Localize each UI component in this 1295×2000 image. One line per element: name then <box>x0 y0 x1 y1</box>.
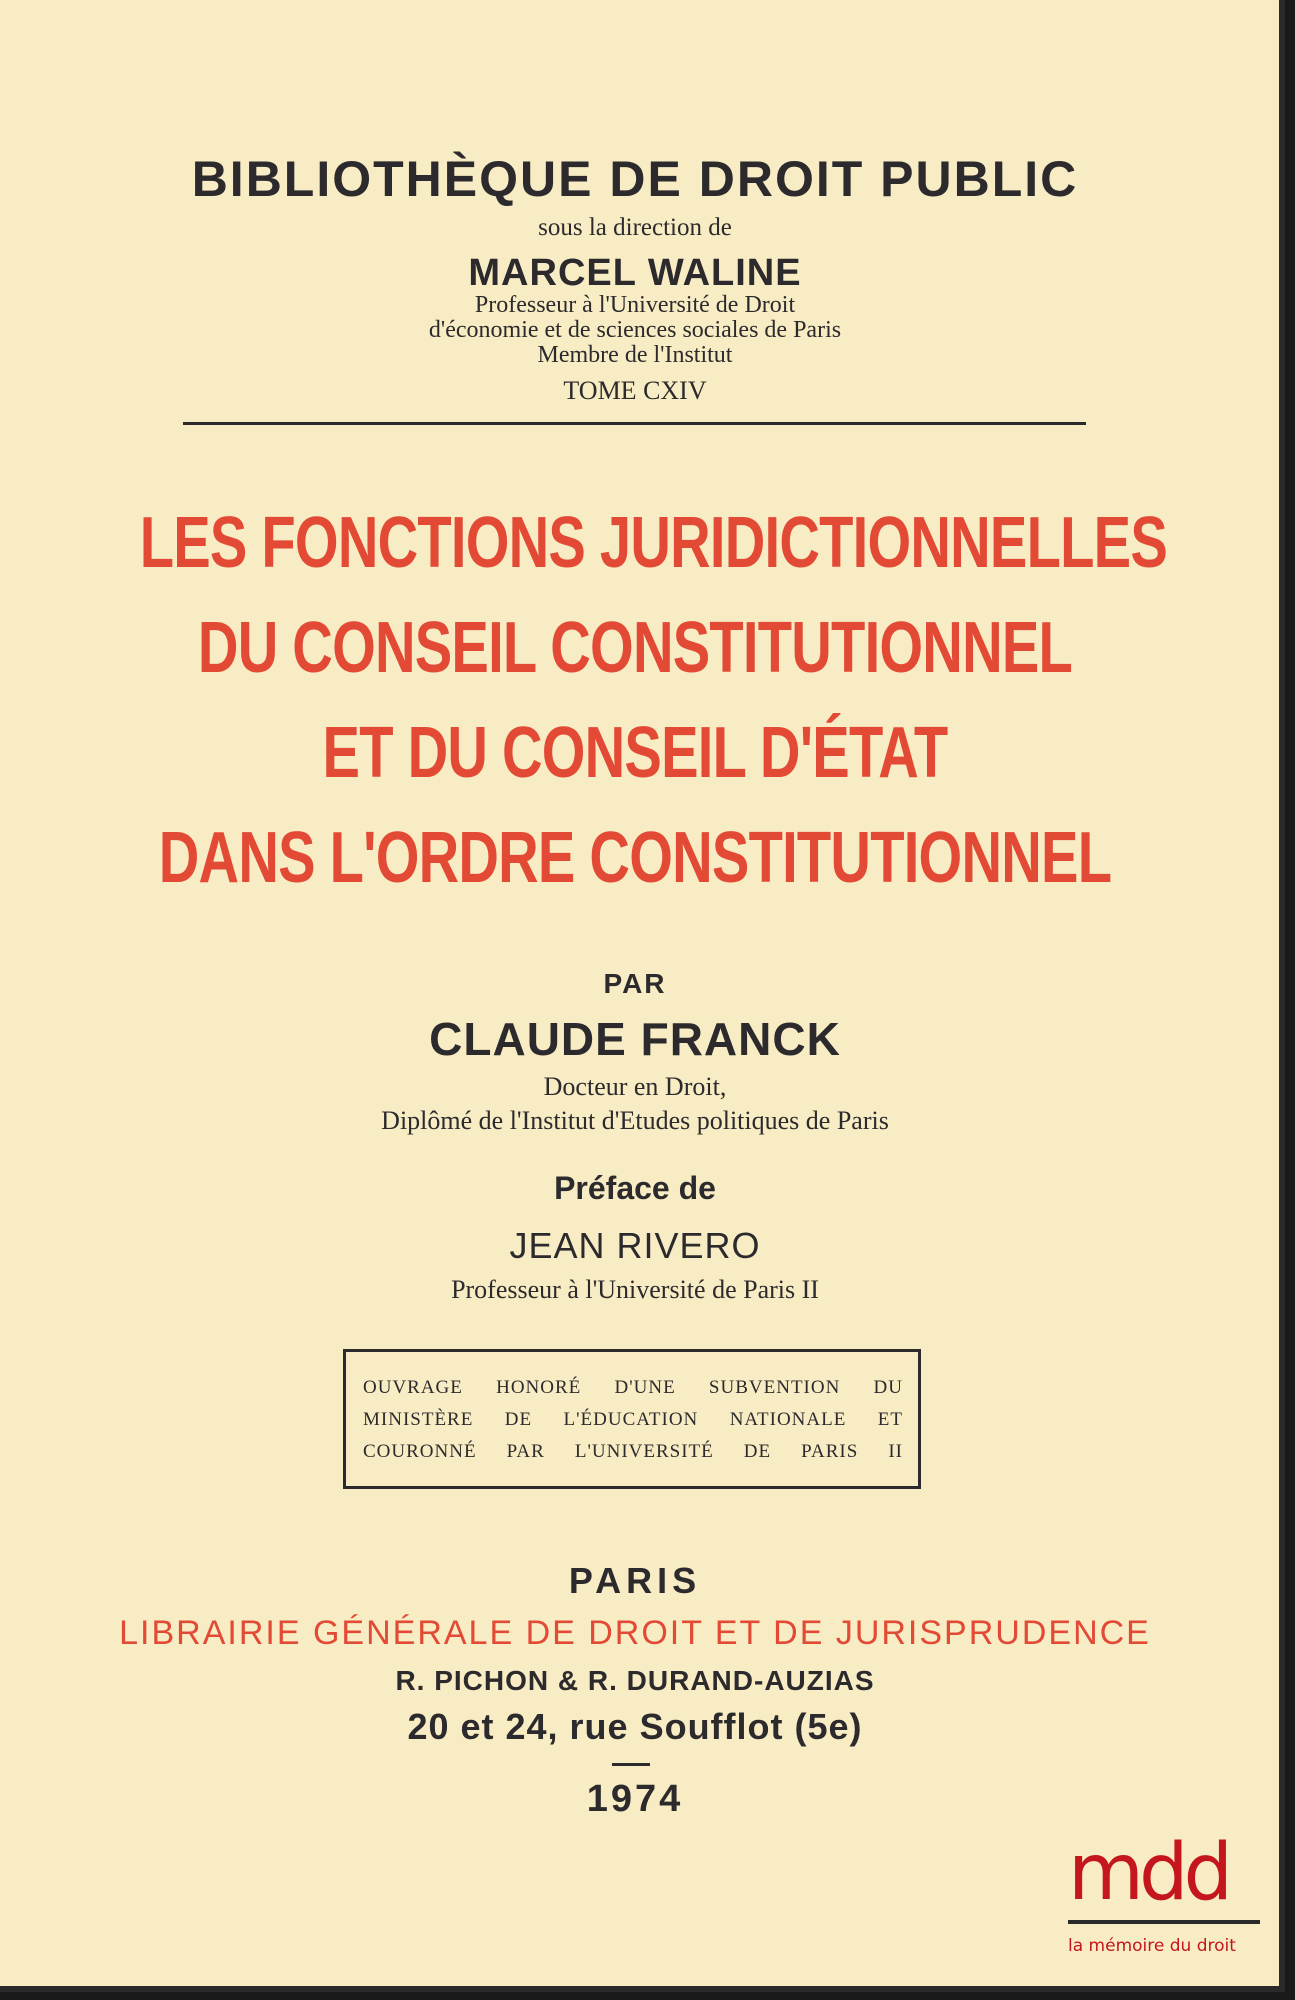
book-title-line: DANS L'ORDRE CONSTITUTIONNEL <box>158 818 1112 898</box>
publisher-owners: R. PICHON & R. DURAND-AUZIAS <box>395 1665 875 1696</box>
mdd-logo: mdd <box>1068 1828 1229 1918</box>
preface-label: Préface de <box>554 1170 716 1206</box>
award-notice-line: OUVRAGE HONORÉ D'UNE SUBVENTION DU <box>363 1377 903 1398</box>
award-notice-line: COURONNÉ PAR L'UNIVERSITÉ DE PARIS II <box>363 1441 903 1462</box>
series-director-title: Professeur à l'Université de Droit <box>474 292 796 318</box>
by-label: PAR <box>603 968 667 999</box>
divider-rule-short <box>612 1763 650 1766</box>
author-title: Diplômé de l'Institut d'Etudes politiques de Paris <box>381 1106 889 1135</box>
book-title-line: DU CONSEIL CONSTITUTIONNEL <box>197 608 1073 688</box>
divider-rule <box>183 422 1086 425</box>
publication-year: 1974 <box>586 1778 684 1820</box>
series-director-title: d'économie et de sciences sociales de Paris <box>428 317 842 343</box>
series-director-name: MARCEL WALINE <box>468 252 802 294</box>
book-title-line: ET DU CONSEIL D'ÉTAT <box>322 713 948 793</box>
volume-number: TOME CXIV <box>563 376 707 405</box>
mdd-logo-tagline: la mémoire du droit <box>1068 1936 1236 1956</box>
publisher-city: PARIS <box>568 1560 702 1601</box>
series-direction-text: sous la direction de <box>538 214 732 241</box>
mdd-logo-underline <box>1068 1920 1260 1924</box>
author-name: CLAUDE FRANCK <box>429 1013 841 1065</box>
series-title: BIBLIOTHÈQUE DE DROIT PUBLIC <box>191 151 1079 207</box>
preface-author-name: JEAN RIVERO <box>509 1225 761 1266</box>
book-title-line: LES FONCTIONS JURIDICTIONNELLES <box>139 503 1168 583</box>
series-director-title: Membre de l'Institut <box>537 342 733 368</box>
award-notice-line: MINISTÈRE DE L'ÉDUCATION NATIONALE ET <box>363 1409 903 1430</box>
publisher-name: LIBRAIRIE GÉNÉRALE DE DROIT ET DE JURISPRUDENCE <box>119 1614 1151 1652</box>
preface-author-title: Professeur à l'Université de Paris II <box>451 1275 819 1304</box>
publisher-address: 20 et 24, rue Soufflot (5e) <box>407 1706 863 1747</box>
award-notice-box <box>343 1349 921 1489</box>
author-title: Docteur en Droit, <box>543 1072 727 1101</box>
